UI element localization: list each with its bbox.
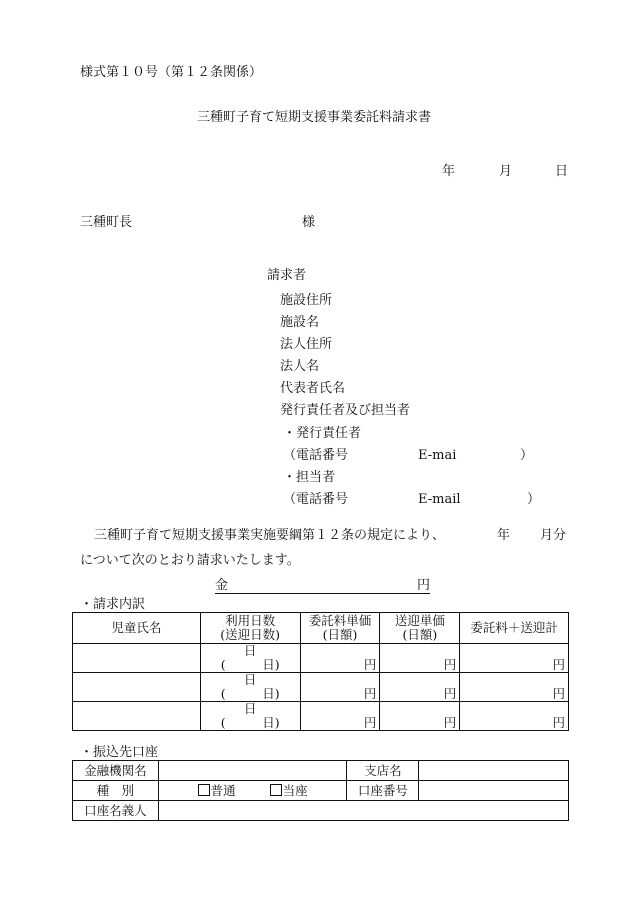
paren-open: ( — [220, 715, 226, 730]
body-year-unit: 年 — [497, 528, 511, 543]
child-name-cell[interactable] — [73, 673, 201, 702]
bank-type-options — [158, 781, 347, 801]
header-total: 委託料＋送迎計 — [460, 613, 569, 644]
child-name-cell[interactable] — [73, 702, 201, 731]
issuer-tel-label: （電話番号 — [283, 448, 349, 463]
table-row — [73, 673, 569, 702]
staff-email-label: E-mail — [418, 492, 461, 507]
header-child-name: 児童氏名 — [73, 613, 201, 644]
paren-close-day: 日) — [262, 715, 280, 730]
date-month: 月 — [499, 164, 513, 179]
header-transport-price-sub: (日額) — [402, 627, 438, 642]
yen-unit: 円 — [363, 657, 377, 672]
yen-unit: 円 — [552, 657, 565, 672]
unit-price-cell[interactable] — [300, 702, 380, 731]
bank-institution-label: 金融機関名 — [73, 761, 159, 781]
transport-price-cell[interactable] — [380, 673, 460, 702]
day-unit: 日 — [243, 701, 257, 716]
breakdown-header-row — [73, 613, 569, 644]
transport-days — [201, 716, 300, 730]
paren-open: ( — [220, 657, 226, 672]
header-transport-price-main: 送迎単価 — [394, 613, 445, 628]
date-year: 年 — [442, 164, 456, 179]
header-transport-price — [380, 613, 460, 644]
header-unit-price — [300, 613, 380, 644]
addressee-name: 三種町長 — [80, 215, 133, 230]
staff-label: ・担当者 — [283, 470, 336, 485]
form-number: 様式第１０号（第１２条関係） — [80, 65, 263, 80]
yen-unit: 円 — [443, 686, 457, 701]
amount-line — [215, 578, 430, 594]
issuer-close-paren: ） — [520, 448, 534, 463]
total-cell[interactable] — [460, 673, 569, 702]
bank-type-label: 種 別 — [73, 781, 159, 801]
addressee-honorific: 様 — [302, 215, 316, 230]
transport-price-cell[interactable] — [380, 644, 460, 673]
requester-representative: 代表者氏名 — [280, 381, 346, 396]
requester-heading: 請求者 — [267, 268, 307, 283]
checkbox-icon — [270, 784, 282, 796]
bank-heading: ・振込先口座 — [80, 745, 159, 760]
header-usage-days — [200, 613, 300, 644]
amount-prefix: 金 — [215, 578, 229, 593]
page-title: 三種町子育て短期支援事業委託料請求書 — [197, 110, 432, 125]
child-name-cell[interactable] — [73, 644, 201, 673]
paren-close-day: 日) — [262, 686, 280, 701]
usage-days-cell[interactable] — [200, 644, 300, 673]
bank-table — [72, 760, 569, 821]
yen-unit: 円 — [443, 657, 457, 672]
ordinary-label: 普通 — [210, 782, 236, 798]
day-unit: 日 — [243, 672, 257, 687]
breakdown-table — [72, 612, 569, 731]
requester-issuer-and-staff: 発行責任者及び担当者 — [280, 403, 411, 418]
table-row — [73, 702, 569, 731]
yen-unit: 円 — [443, 715, 457, 730]
bank-row-type — [73, 781, 569, 801]
bank-institution-value[interactable] — [158, 761, 347, 781]
day-unit: 日 — [243, 643, 257, 658]
total-cell[interactable] — [460, 702, 569, 731]
unit-price-cell[interactable] — [300, 673, 380, 702]
requester-corp-name: 法人名 — [280, 359, 320, 374]
requester-corp-address: 法人住所 — [280, 337, 333, 352]
transport-price-cell[interactable] — [380, 702, 460, 731]
body-line-1: 三種町子育て短期支援事業実施要綱第１２条の規定により、 — [94, 528, 446, 543]
bank-branch-value[interactable] — [419, 761, 569, 781]
header-unit-price-main: 委託料単価 — [308, 613, 372, 628]
total-cell[interactable] — [460, 644, 569, 673]
transport-days — [201, 687, 300, 701]
header-unit-price-sub: (日額) — [322, 627, 358, 642]
bank-branch-label: 支店名 — [347, 761, 419, 781]
bank-row-institution — [73, 761, 569, 781]
yen-unit: 円 — [552, 686, 565, 701]
breakdown-heading: ・請求内訳 — [80, 597, 146, 612]
bank-account-holder-label: 口座名義人 — [73, 801, 159, 821]
ordinary-checkbox[interactable] — [198, 783, 236, 798]
checkbox-icon — [198, 784, 210, 796]
table-row — [73, 644, 569, 673]
yen-unit: 円 — [552, 715, 565, 730]
paren-open: ( — [220, 686, 226, 701]
requester-facility-name: 施設名 — [280, 315, 320, 330]
header-usage-days-sub: (送迎日数) — [220, 627, 281, 642]
current-checkbox[interactable] — [270, 783, 308, 798]
header-usage-days-main: 利用日数 — [225, 613, 276, 628]
bank-account-number-label: 口座番号 — [347, 781, 419, 801]
usage-days-cell[interactable] — [200, 702, 300, 731]
transport-days — [201, 658, 300, 672]
body-line-2: について次のとおり請求いたします。 — [80, 553, 300, 568]
yen-unit: 円 — [363, 715, 377, 730]
paren-close-day: 日) — [262, 657, 280, 672]
date-day: 日 — [555, 164, 569, 179]
bank-row-holder — [73, 801, 569, 821]
unit-price-cell[interactable] — [300, 644, 380, 673]
requester-facility-address: 施設住所 — [280, 293, 333, 308]
amount-unit: 円 — [416, 578, 430, 593]
usage-days-cell[interactable] — [200, 673, 300, 702]
current-label: 当座 — [282, 782, 308, 798]
staff-tel-label: （電話番号 — [283, 492, 349, 507]
yen-unit: 円 — [363, 686, 377, 701]
issuer-email-label: E-mai — [418, 448, 457, 463]
bank-account-number-value[interactable] — [419, 781, 569, 801]
body-month-unit: 月分 — [540, 528, 567, 543]
staff-close-paren: ） — [527, 492, 541, 507]
issuer-label: ・発行責任者 — [283, 426, 362, 441]
bank-account-holder-value[interactable] — [158, 801, 568, 821]
